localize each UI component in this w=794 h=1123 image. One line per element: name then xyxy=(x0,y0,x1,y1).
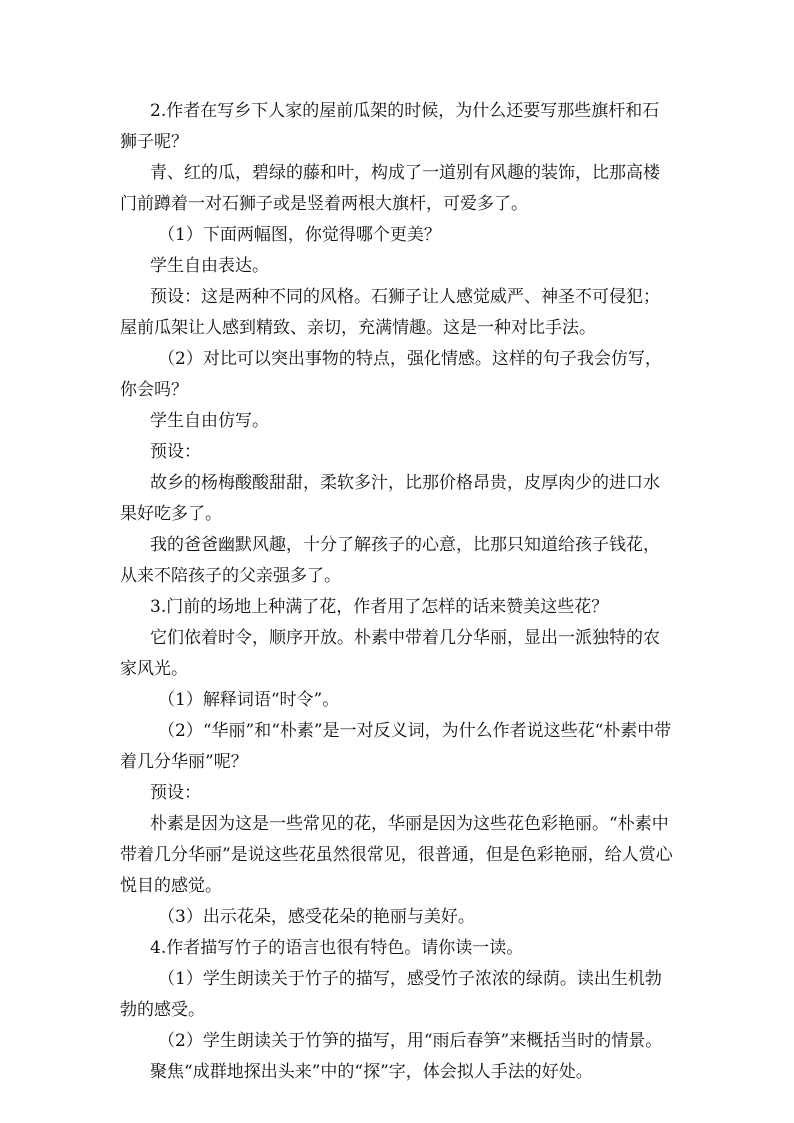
example-sentence: 我的爸爸幽默风趣，十分了解孩子的心意，比那只知道给孩子钱花，从来不陪孩子的父亲强多了。 xyxy=(120,535,660,586)
student-activity: 学生自由仿写。 xyxy=(150,411,269,431)
question-2: 2.作者在写乡下人家的屋前瓜架的时候，为什么还要写那些旗杆和石狮子呢？ xyxy=(120,101,660,152)
sub-question: （1）学生朗读关于竹子的描写，感受竹子浓浓的绿荫。读出生机勃勃的感受。 xyxy=(120,969,662,1020)
sub-question: （1）解释词语“时令”。 xyxy=(158,690,340,710)
focus-paragraph: 聚焦“成群地探出头来”中的“探”字，体会拟人手法的好处。 xyxy=(150,1062,593,1082)
sub-question: （1）下面两幅图，你觉得哪个更美？ xyxy=(158,225,441,245)
example-sentence: 故乡的杨梅酸酸甜甜，柔软多汁，比那价格昂贵，皮厚肉少的进口水果好吃多了。 xyxy=(120,473,660,524)
sub-question: （2）“华丽”和“朴素”是一对反义词，为什么作者说这些花“朴素中带着几分华丽”呢？ xyxy=(120,721,672,772)
sub-question: （2）对比可以突出事物的特点，强化情感。这样的句子我会仿写，你会吗？ xyxy=(120,349,662,400)
quote-paragraph: 它们依着时令，顺序开放。朴素中带着几分华丽，显出一派独特的农家风光。 xyxy=(120,628,660,679)
quote-paragraph: 青、红的瓜，碧绿的藤和叶，构成了一道别有风趣的装饰，比那高楼门前蹲着一对石狮子或是竖着两根大旗杆，可爱多了。 xyxy=(120,163,660,214)
preset-answer: 预设：这是两种不同的风格。石狮子让人感觉威严、神圣不可侵犯；屋前瓜架让人感到精致、亲切，充满情趣。这是一种对比手法。 xyxy=(120,287,660,338)
question-3: 3.门前的场地上种满了花，作者用了怎样的话来赞美这些花？ xyxy=(150,597,609,617)
question-4: 4.作者描写竹子的语言也很有特色。请你读一读。 xyxy=(150,938,524,958)
sub-question: （3）出示花朵，感受花朵的艳丽与美好。 xyxy=(158,907,475,927)
document-body xyxy=(120,96,676,1088)
sub-question: （2）学生朗读关于竹笋的描写，用“雨后春笋”来概括当时的情景。 xyxy=(158,1031,663,1051)
preset-answer: 朴素是因为这是一些常见的花，华丽是因为这些花色彩艳丽。“朴素中带着几分华丽”是说这些花虽然很常见，很普通，但是色彩艳丽，给人赏心悦目的感觉。 xyxy=(120,814,673,896)
student-activity: 学生自由表达。 xyxy=(150,256,269,276)
preset-label: 预设： xyxy=(150,783,201,803)
preset-label: 预设： xyxy=(150,442,201,462)
